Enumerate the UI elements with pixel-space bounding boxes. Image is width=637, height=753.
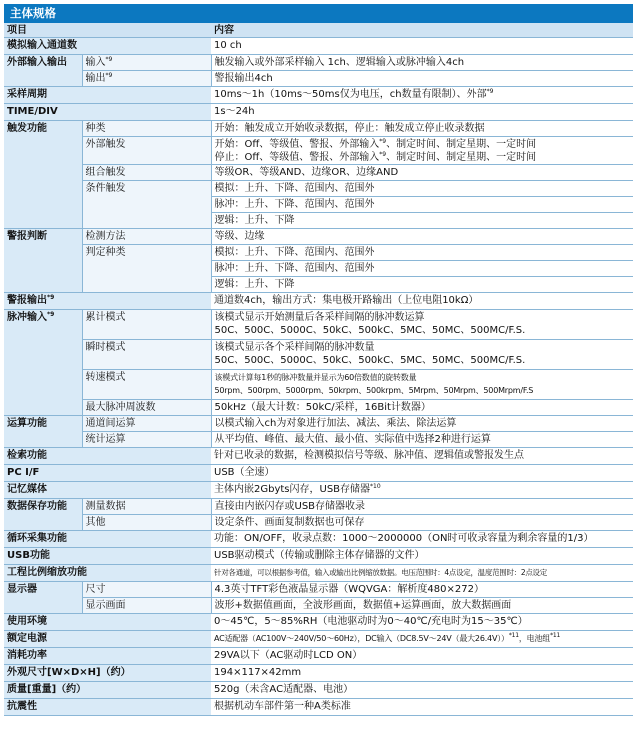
- row-subitem-label: 通道间运算: [82, 416, 211, 432]
- content-line: 针对已收录的数据，检测模拟信号等级、脉冲值、逻辑值或警报发生点: [214, 450, 524, 461]
- content-line: 29VA以下（AC驱动时LCD ON）: [214, 650, 363, 661]
- table-row: [4, 165, 633, 181]
- row-item-label: 检索功能: [4, 448, 211, 465]
- row-item-label: TIME/DIV: [4, 104, 211, 121]
- row-item-label: 模拟输入通道数: [4, 38, 211, 55]
- row-item-label: 采样周期: [4, 87, 211, 104]
- row-item-label: USB功能: [4, 548, 211, 565]
- row-subitem-label: 最大脉冲周波数: [82, 400, 211, 416]
- header-content: 内容: [211, 23, 633, 38]
- row-item-label: 数据保存功能: [4, 499, 82, 531]
- table-row: [4, 229, 633, 245]
- table-row: [4, 614, 633, 631]
- table-row: [4, 565, 633, 582]
- row-content: [211, 400, 633, 416]
- content-line: 针对各通道，可以根据参考值，输入或输出比例缩放数据。电压范围时：4点设定，温度范围时：2点设定: [214, 568, 547, 577]
- content-line: USB（全速）: [214, 467, 275, 478]
- row-item-label: 外观尺寸[W×D×H]（约）: [4, 665, 211, 682]
- content-line: 该模式显示各个采样间隔的脉冲数量: [214, 342, 375, 353]
- content-line: 该模式显示开始测量后各采样间隔的脉冲数运算: [214, 312, 425, 323]
- row-content: [211, 245, 633, 261]
- row-content: [211, 665, 633, 682]
- row-item-label: 脉冲输入$^{*9}$: [4, 310, 82, 416]
- content-line: 模拟：上升、下降、范围内、范围外: [214, 247, 375, 258]
- content-line: 50C、500C、5000C、50kC、500kC、5MC、50MC、500MC/F.S.: [214, 355, 526, 366]
- content-line: 逻辑：上升、下降: [214, 279, 295, 290]
- row-item-label: 质量[重量]（约）: [4, 682, 211, 699]
- table-row: [4, 665, 633, 682]
- row-content: [211, 699, 633, 716]
- row-content: [211, 229, 633, 245]
- row-content: [211, 614, 633, 631]
- row-item-label: 消耗功率: [4, 648, 211, 665]
- row-content: [211, 181, 633, 197]
- table-row: [4, 55, 633, 71]
- row-content: [211, 213, 633, 229]
- table-row: [4, 582, 633, 598]
- spec-table-body: [4, 23, 633, 716]
- table-row: [4, 482, 633, 499]
- row-content: [211, 515, 633, 531]
- row-content: [211, 121, 633, 137]
- row-subitem-label: 转速模式: [82, 370, 211, 400]
- row-subitem-label: 测量数据: [82, 499, 211, 515]
- section-title: 主体规格: [10, 6, 56, 20]
- content-line: 1s～24h: [214, 106, 255, 117]
- content-line: 警报输出4ch: [214, 73, 273, 84]
- table-row: [4, 38, 633, 55]
- content-line: 逻辑：上升、下降: [214, 215, 295, 226]
- table-row: [4, 499, 633, 515]
- content-line: AC适配器（AC100V～240V/50～60Hz），DC输入（DC8.5V～24V（最大26.4V））$^{*11}$，电池组$^{*11}$: [214, 632, 561, 643]
- row-item-label: 触发功能: [4, 121, 82, 229]
- content-line: 主体内嵌2Gbyts闪存，USB存储器$^{*10}$: [214, 483, 381, 495]
- row-content: [211, 565, 633, 582]
- row-subitem-label: 条件触发: [82, 181, 211, 229]
- row-content: [211, 137, 633, 165]
- table-row: [4, 71, 633, 87]
- row-item-label: 循环采集功能: [4, 531, 211, 548]
- content-line: 开始：触发成立开始收录数据，停止：触发成立停止收录数据: [214, 123, 485, 134]
- row-content: [211, 582, 633, 598]
- section-title-bar: [4, 4, 633, 23]
- table-row: [4, 631, 633, 648]
- row-content: [211, 104, 633, 121]
- content-line: 脉冲：上升、下降、范围内、范围外: [214, 199, 375, 210]
- table-row: [4, 293, 633, 310]
- table-row: [4, 400, 633, 416]
- table-row: [4, 87, 633, 104]
- content-line: 10 ch: [214, 40, 242, 51]
- row-content: [211, 340, 633, 370]
- content-line: 通道数4ch，输出方式：集电极开路输出（上位电阻10kΩ）: [214, 295, 479, 306]
- row-content: [211, 531, 633, 548]
- content-line: 0～45℃，5～85%RH（电池驱动时为0～40℃/充电时为15～35℃）: [214, 616, 528, 627]
- content-line: 模拟：上升、下降、范围内、范围外: [214, 183, 375, 194]
- row-subitem-label: 输入$^{*9}$: [82, 55, 211, 71]
- row-item-label: 使用环境: [4, 614, 211, 631]
- row-content: [211, 598, 633, 614]
- content-line: 开始：Off、等级值、警报、外部输入$^{*9}$、制定时间、制定星期、一定时间: [214, 138, 537, 150]
- row-content: [211, 55, 633, 71]
- row-content: [211, 277, 633, 293]
- table-row: [4, 310, 633, 340]
- row-content: [211, 38, 633, 55]
- row-item-label: 外部输入输出: [4, 55, 82, 87]
- row-content: [211, 548, 633, 565]
- row-content: [211, 482, 633, 499]
- row-subitem-label: 种类: [82, 121, 211, 137]
- content-line: 脉冲：上升、下降、范围内、范围外: [214, 263, 375, 274]
- row-item-label: 额定电源: [4, 631, 211, 648]
- table-row: [4, 682, 633, 699]
- table-row: [4, 181, 633, 197]
- table-row: [4, 448, 633, 465]
- row-content: [211, 448, 633, 465]
- content-line: USB驱动模式（传输或删除主体存储器的文件）: [214, 550, 425, 561]
- content-line: 以模式输入ch为对象进行加法、减法、乘法、除法运算: [214, 418, 457, 429]
- content-line: 4.3英寸TFT彩色液晶显示器（WQVGA：解析度480×272）: [214, 584, 484, 595]
- row-item-label: 工程比例缩放功能: [4, 565, 211, 582]
- content-line: 功能：ON/OFF，收录点数：1000～2000000（ON时可收录容量为剩余容量的1/3）: [214, 533, 594, 544]
- row-content: [211, 261, 633, 277]
- row-item-label: 警报判断: [4, 229, 82, 293]
- table-row: [4, 245, 633, 261]
- row-content: [211, 165, 633, 181]
- table-row: [4, 104, 633, 121]
- content-line: 直接由内嵌闪存或USB存储器收录: [214, 501, 366, 512]
- content-line: 50kHz（最大计数：50kC/采样，16Bit计数器）: [214, 402, 431, 413]
- row-item-label: 警报输出$^{*9}$: [4, 293, 211, 310]
- row-content: [211, 631, 633, 648]
- table-row: [4, 432, 633, 448]
- table-row: [4, 699, 633, 716]
- table-row: [4, 465, 633, 482]
- row-item-label: PC I/F: [4, 465, 211, 482]
- table-row: [4, 515, 633, 531]
- table-row: [4, 531, 633, 548]
- row-subitem-label: 显示画面: [82, 598, 211, 614]
- row-subitem-label: 累计模式: [82, 310, 211, 340]
- spec-table: [4, 23, 633, 716]
- table-row: [4, 416, 633, 432]
- row-content: [211, 310, 633, 340]
- content-line: 50C、500C、5000C、50kC、500kC、5MC、50MC、500MC/F.S.: [214, 325, 526, 336]
- table-row: [4, 648, 633, 665]
- content-line: 等级OR、等级AND、边缘OR、边缘AND: [214, 167, 399, 178]
- row-subitem-label: 瞬时模式: [82, 340, 211, 370]
- row-content: [211, 370, 633, 400]
- spec-table-panel: [4, 4, 633, 716]
- row-subitem-label: 其他: [82, 515, 211, 531]
- row-item-label: 记忆媒体: [4, 482, 211, 499]
- table-row: [4, 548, 633, 565]
- table-row: [4, 137, 633, 165]
- row-content: [211, 648, 633, 665]
- row-item-label: 抗震性: [4, 699, 211, 716]
- row-content: [211, 293, 633, 310]
- row-content: [211, 682, 633, 699]
- row-subitem-label: 组合触发: [82, 165, 211, 181]
- row-subitem-label: 判定种类: [82, 245, 211, 293]
- row-subitem-label: 统计运算: [82, 432, 211, 448]
- content-line: 波形+数据值画面，全波形画面，数据值+运算画面，放大数据画面: [214, 600, 512, 611]
- content-line: 停止：Off、等级值、警报、外部输入$^{*9}$、制定时间、制定星期、一定时间: [214, 151, 537, 163]
- row-subitem-label: 输出$^{*9}$: [82, 71, 211, 87]
- table-row: [4, 598, 633, 614]
- row-content: [211, 87, 633, 104]
- row-subitem-label: 检测方法: [82, 229, 211, 245]
- content-line: 194×117×42mm: [214, 667, 302, 678]
- content-line: 10ms～1h（10ms～50ms仅为电压，ch数量有限制）、外部$^{*9}$: [214, 88, 494, 100]
- content-line: 设定条件、画面复制数据也可保存: [214, 517, 365, 528]
- header-item: 项目: [4, 23, 211, 38]
- row-item-label: 运算功能: [4, 416, 82, 448]
- row-content: [211, 197, 633, 213]
- table-row: [4, 340, 633, 370]
- row-content: [211, 465, 633, 482]
- content-line: 从平均值、峰值、最大值、最小值、实际值中选择2种进行运算: [214, 434, 491, 445]
- row-content: [211, 71, 633, 87]
- content-line: 520g（未含AC适配器、电池）: [214, 684, 354, 695]
- content-line: 50rpm、500rpm、5000rpm、50krpm、500krpm、5Mrpm、50Mrpm、500Mrpm/F.S: [214, 386, 534, 395]
- content-line: 等级、边缘: [214, 231, 265, 242]
- content-line: 触发输入或外部采样输入 1ch、逻辑输入或脉冲输入4ch: [214, 57, 465, 68]
- row-content: [211, 416, 633, 432]
- content-line: 该模式计算每1秒的脉冲数量并显示为60倍数值的旋转数量: [214, 373, 417, 382]
- row-item-label: 显示器: [4, 582, 82, 614]
- row-subitem-label: 外部触发: [82, 137, 211, 165]
- content-line: 根据机动车部件第一种A类标准: [214, 701, 351, 712]
- row-content: [211, 499, 633, 515]
- row-subitem-label: 尺寸: [82, 582, 211, 598]
- row-content: [211, 432, 633, 448]
- table-row: [4, 121, 633, 137]
- table-header-row: [4, 23, 633, 38]
- table-row: [4, 370, 633, 400]
